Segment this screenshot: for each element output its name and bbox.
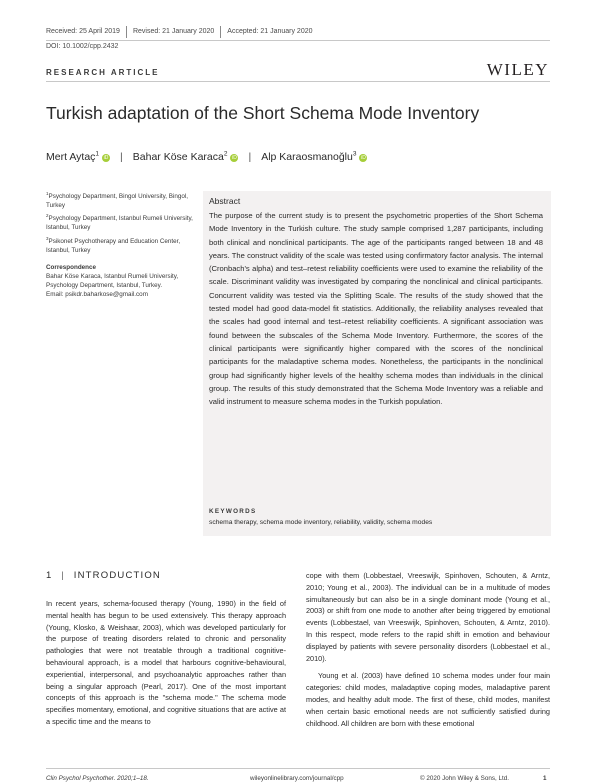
article-type: RESEARCH ARTICLE: [46, 68, 160, 77]
publisher-logo: WILEY: [486, 60, 549, 79]
author-separator: |: [248, 150, 252, 163]
abstract-heading: Abstract: [209, 196, 241, 206]
body-column-left: [46, 598, 286, 728]
correspondence-email[interactable]: Email: psikdr.baharkose@gmail.com: [46, 291, 148, 298]
body-column-right: [306, 570, 550, 729]
body-paragraph: Young et al. (2003) have defined 10 schema modes under four main categories: child modes, maladaptive coping modes, maladaptive parent modes, and healthy adult mode. The first of these, child modes, manifest when certain basic emotional needs are not sufficiently satisfied during childhood. All children are born with these emotional: [306, 671, 550, 728]
divider: [126, 26, 127, 38]
author-separator: |: [120, 150, 123, 163]
section-separator: |: [61, 570, 64, 581]
article-title: Turkish adaptation of the Short Schema Mode Inventory: [46, 103, 480, 123]
author-name[interactable]: Mert Aytaç$^1$: [46, 150, 100, 163]
journal-citation: Clin Psychol Psychother. 2020;1–18.: [46, 775, 149, 782]
affiliation: $^2$Psychology Department, Istanbul Rumeli University, Istanbul, Turkey: [46, 213, 193, 232]
section-title: INTRODUCTION: [73, 570, 161, 581]
orcid-icon[interactable]: iD: [361, 154, 366, 161]
correspondence-heading: Correspondence: [46, 264, 97, 271]
abstract-text: The purpose of the current study is to present the psychometric properties of the Short Schema Mode Inventory in the Turkish culture. The study sample comprised 1,287 participants, including both clinical and nonclinical participants. The age of the participants ranged between 18 and 48 years. The construct validity of the scale was tested using confirmatory factor analysis. The internal (Cronbach's alpha) and test–retest reliability coefficients were used to examine the reliability of the scale. Discriminant validity was investigated by comparing the nonclinical and clinical participants. Concurrent validity was tested via the Splitting Scale. The results of the study showed that the tested model had good data-model fit statistics. Additionally, the reliability analyses revealed that the scales had good internal and test–retest reliability coefficients. A significant association was found between the subscales of the Schema Mode Inventory. Furthermore, the scores of the clinical participants were significantly higher compared with the scores of the nonclinical participants for the maladaptive schema modes. Nonetheless, the participants in the nonclinical group had significantly higher levels of the healthy schema modes than individuals in the clinical group. The results of this study demonstrated that the Schema Mode Inventory was a reliable and valid instrument to measure schema modes in the Turkish population.: [209, 211, 543, 407]
body-paragraph: cope with them (Lobbestael, Vreeswijk, Spinhoven, Schouten, & Arntz, 2010; Young et al., 2003). The individual can be in a multitude of modes simultaneously but can also be in a single dominant mode (Young et al., 2003) or shift from one mode to another after being triggered by emotional events (Lobbestael, van Vreeswijk, Spinhoven, Schouten, & Arntz, 2010). In this respect, mode refers to the rapid shift in emotion and behaviour displayed by patients with severe personality disorders (Lobbestael et al., 2010).: [306, 571, 550, 663]
doi-link[interactable]: DOI: 10.1002/cpp.2432: [46, 43, 119, 50]
divider: [220, 26, 221, 38]
copyright: © 2020 John Wiley & Sons, Ltd.: [420, 775, 509, 782]
header-rule: [46, 40, 550, 41]
keywords-list: schema therapy, schema mode inventory, reliability, validity, schema modes: [209, 519, 433, 526]
orcid-icon[interactable]: iD: [232, 154, 237, 161]
revised-date: Revised: 21 January 2020: [132, 28, 215, 35]
article-history: [46, 28, 313, 40]
received-date: Received: 25 April 2019: [46, 28, 120, 35]
title-rule: [46, 81, 550, 82]
page-number: 1: [543, 775, 547, 782]
footer-rule: [46, 768, 550, 769]
author-list: [46, 150, 367, 163]
author-name[interactable]: Alp Karaosmanoğlu$^3$: [261, 150, 357, 163]
correspondence-address: Bahar Köse Karaca, Istanbul Rumeli University, Psychology Department, Istanbul, Turkey.: [46, 273, 179, 289]
keywords-heading: KEYWORDS: [209, 508, 257, 515]
correspondence: [46, 263, 196, 299]
affiliation: $^1$Psychology Department, Bingol University, Bingol, Turkey: [46, 191, 189, 210]
section-heading: [46, 570, 161, 581]
affiliation: $^3$Psikonet Psychotherapy and Education Center, Istanbul, Turkey: [46, 236, 181, 255]
accepted-date: Accepted: 21 January 2020: [227, 28, 313, 35]
orcid-icon[interactable]: iD: [103, 154, 109, 161]
section-number: 1: [46, 570, 52, 581]
journal-url[interactable]: wileyonlinelibrary.com/journal/cpp: [250, 775, 344, 782]
author-name[interactable]: Bahar Köse Karaca$^2$: [132, 150, 228, 163]
body-paragraph: In recent years, schema-focused therapy (Young, 1990) in the field of mental health has begun to be used extensively. This therapy approach (Young, Klosko, & Weishaar, 2003), which was developed particularly for the purpose of treating disorders related to chronic and personality pathologies that were not treatable through a traditional cognitive-behavioural approach, is a model that harbours cognitive-behavioural, experiential, interpersonal, and psychoanalytic approaches rather than being a singular approach (Pearl, 2017). One of the most important concepts of this approach is the "schema mode." The schema mode specifies momentary, emotional, and cognitive situations that are active at a specific time and the means to: [46, 599, 286, 726]
